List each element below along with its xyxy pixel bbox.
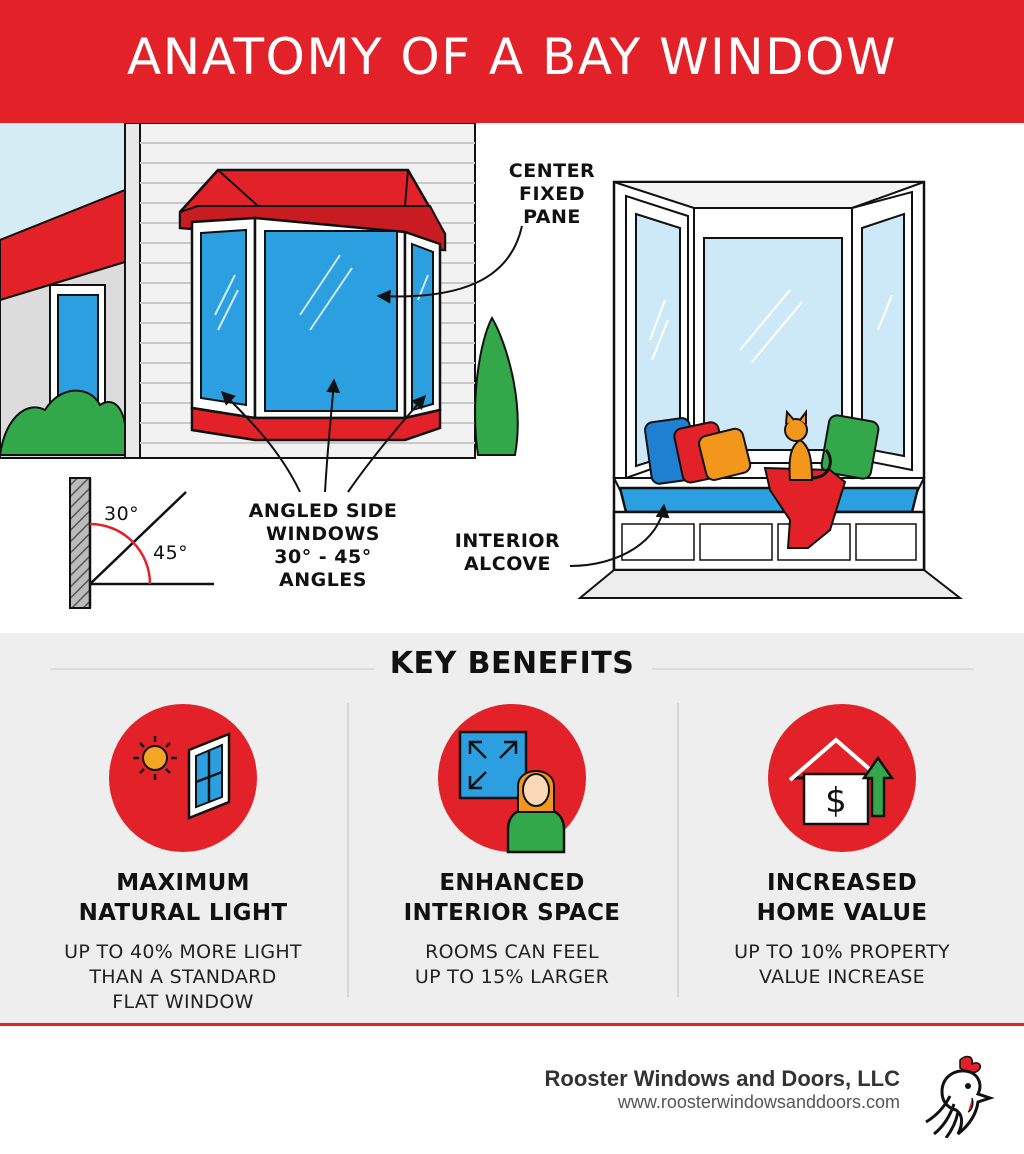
benefit-home-value (677, 702, 1007, 990)
angle-30-label: 30° (104, 503, 140, 525)
angle-diagram (70, 478, 214, 608)
sun-window-icon (107, 702, 259, 854)
svg-text:$: $ (825, 781, 847, 821)
benefit-description: ROOMS CAN FEEL UP TO 15% LARGER (414, 941, 610, 988)
rooster-logo-icon (920, 1052, 1004, 1138)
benefit-title: ENHANCED INTERIOR SPACE (403, 870, 621, 926)
benefit-natural-light (18, 702, 348, 1015)
benefits-heading: KEY BENEFITS (389, 646, 635, 681)
benefit-title: INCREASED HOME VALUE (756, 870, 928, 926)
page-title: ANATOMY OF A BAY WINDOW (127, 28, 897, 86)
angle-45-label: 45° (153, 542, 189, 564)
interior-alcove-label: INTERIOR ALCOVE (454, 530, 561, 575)
benefit-description: UP TO 40% MORE LIGHT THAN A STANDARD FLAT WINDOW (64, 941, 302, 1013)
benefit-interior-space (347, 702, 677, 990)
center-pane-label: CENTER FIXED PANE (508, 160, 596, 228)
house-value-icon (766, 702, 918, 854)
bay-window-exterior (180, 170, 445, 440)
benefit-title: MAXIMUM NATURAL LIGHT (78, 870, 288, 926)
company-url[interactable]: www.roosterwindowsanddoors.com (617, 1092, 900, 1112)
company-name: Rooster Windows and Doors, LLC (544, 1066, 900, 1091)
benefit-description: UP TO 10% PROPERTY VALUE INCREASE (734, 941, 950, 988)
footer-divider (0, 1023, 1024, 1026)
expand-space-icon (436, 702, 588, 854)
side-windows-label: ANGLED SIDE WINDOWS 30° - 45° ANGLES (248, 500, 398, 591)
interior-scene (580, 182, 960, 598)
